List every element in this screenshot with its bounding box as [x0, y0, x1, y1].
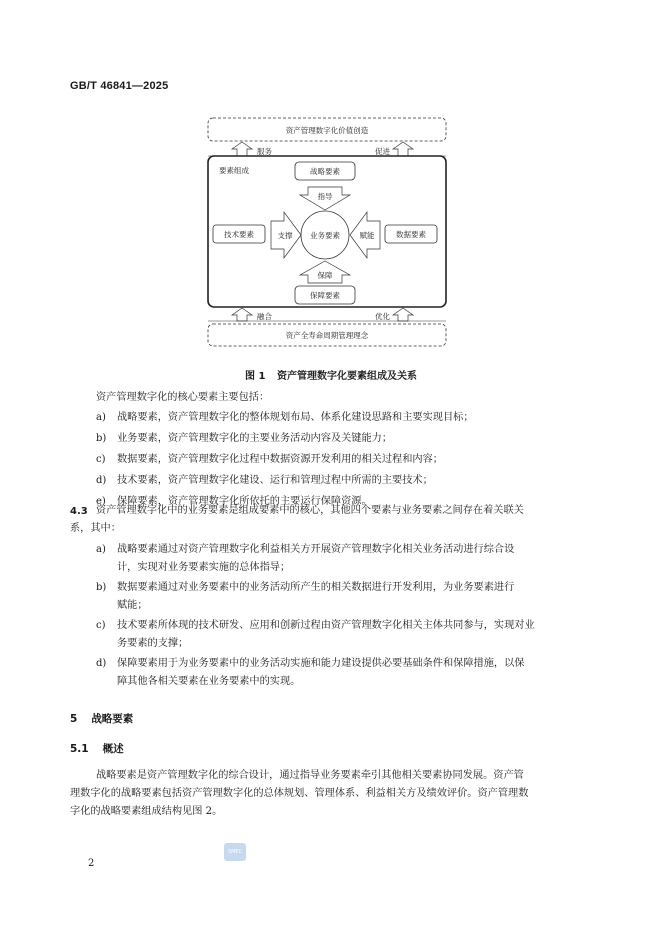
watermark-logo: SMEC — [224, 843, 246, 861]
list-item: 战略要素通过对资产管理数字化利益相关方开展资产管理数字化相关业务活动进行综合设 — [117, 544, 515, 555]
list-item: 数据要素通过对业务要素中的业务活动所产生的相关数据进行开发利用，为业务要素进行 — [117, 582, 515, 593]
list-item-cont: 赋能； — [117, 600, 148, 611]
section-title: 战略要素 — [91, 713, 134, 725]
list-marker: c) — [96, 454, 106, 465]
list-item: 保障要素用于为业务要素中的业务活动实施和能力建设提供必要基础条件和保障措施，以保 — [117, 658, 525, 669]
list-item: 业务要素，资产管理数字化的主要业务活动内容及关键能力； — [117, 433, 393, 444]
service-label: 服务 — [257, 147, 272, 156]
standard-number: GB/T 46841—2025 — [70, 80, 169, 92]
subsection-heading — [70, 741, 138, 756]
figure-number: 图 1 — [245, 371, 266, 382]
list-item: 技术要素，资产管理数字化建设、运行和管理过程中所需的主要技术； — [117, 475, 433, 486]
guide-label: 指导 — [317, 192, 333, 201]
list-marker: a) — [96, 544, 106, 555]
fuse-label: 融合 — [257, 312, 272, 321]
figure-element-relations — [205, 115, 450, 350]
clause-text: 系，其中： — [70, 523, 121, 534]
enable-label: 赋能 — [359, 231, 375, 240]
promote-label: 促进 — [375, 147, 390, 156]
list-item: 战略要素，资产管理数字化的整体规划布局、体系化建设思路和主要实现目标； — [117, 412, 474, 423]
up-arrow-icon — [393, 142, 413, 156]
figure-title: 资产管理数字化要素组成及关系 — [276, 371, 417, 382]
list-marker: d) — [96, 658, 107, 669]
page-number: 2 — [88, 858, 95, 869]
lifecycle-label: 资产全寿命周期管理理念 — [285, 331, 369, 340]
subsection-title: 概述 — [102, 743, 124, 755]
list-item: 保障要素，资产管理数字化所依托的主要运行保障资源。 — [117, 496, 372, 507]
strategy-label: 战略要素 — [310, 167, 340, 176]
intro-text: 资产管理数字化的核心要素主要包括： — [96, 392, 270, 403]
list-marker: c) — [96, 620, 106, 631]
subsection-number: 5.1 — [70, 743, 89, 755]
list-marker: d) — [96, 475, 107, 486]
list-item: 技术要素所体现的技术研发、应用和创新过程由资产管理数字化相关主体共同参与，实现对业 — [117, 620, 535, 631]
up-arrow-icon — [393, 308, 413, 321]
section-number: 5 — [70, 713, 78, 725]
element-diagram — [205, 115, 450, 350]
list-item: 数据要素，资产管理数字化过程中数据资源开发利用的相关过程和内容； — [117, 454, 443, 465]
data-label: 数据要素 — [396, 230, 426, 239]
up-arrow-icon — [232, 308, 252, 321]
list-item-cont: 务要素的支撑； — [117, 638, 189, 649]
paragraph-line: 理数字化的战略要素包括资产管理数字化的总体规划、管理体系、利益相关方及绩效评价。资产管理数 — [70, 788, 529, 799]
paragraph-line: 字化的战略要素组成结构见图 2。 — [70, 806, 223, 817]
list-marker: a) — [96, 412, 106, 423]
optimize-label: 优化 — [375, 312, 390, 321]
list-marker: e) — [96, 496, 106, 507]
list-marker: b) — [96, 433, 107, 444]
group-label: 要素组成 — [219, 166, 249, 175]
list-marker: b) — [96, 582, 107, 593]
list-item-cont: 障其他各相关要素在业务要素中的实现。 — [117, 676, 301, 687]
tech-label: 技术要素 — [224, 230, 254, 239]
ensure-label: 保障 — [317, 271, 333, 280]
clause-number: 4.3 — [70, 506, 88, 517]
paragraph-line: 战略要素是资产管理数字化的综合设计，通过指导业务要素牵引其他相关要素协同发展。资产管 — [96, 770, 524, 781]
support-label: 支撑 — [277, 231, 293, 240]
clause-text: 资产管理数字化中的业务要素是组成要素中的核心，其他四个要素与业务要素之间存在着关联关 — [96, 505, 524, 516]
up-arrow-icon — [232, 142, 252, 156]
value-creation-label: 资产管理数字化价值创造 — [285, 126, 369, 135]
section-heading — [70, 711, 147, 726]
guarantee-label: 保障要素 — [310, 291, 340, 300]
list-item-cont: 计，实现对业务要素实施的总体指导； — [117, 562, 291, 573]
business-label: 业务要素 — [310, 231, 340, 240]
figure-caption — [0, 367, 662, 382]
